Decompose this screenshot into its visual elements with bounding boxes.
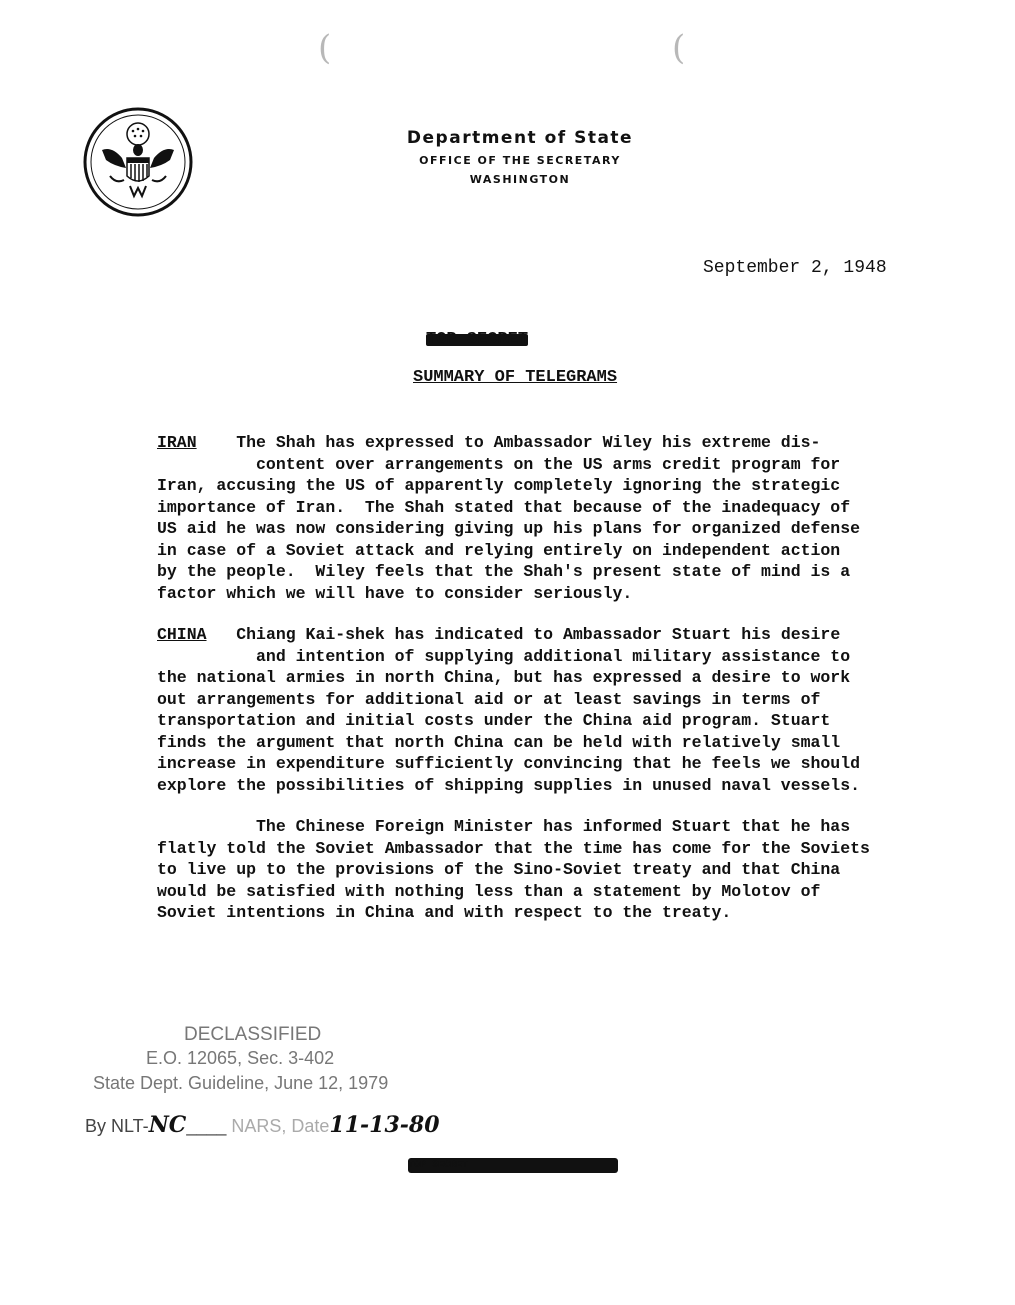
great-seal-icon xyxy=(82,106,194,218)
classification-bottom-marking: TOP SECRET xyxy=(408,1158,618,1173)
declassified-eo-line: E.O. 12065, Sec. 3-402 xyxy=(146,1048,335,1068)
letterhead-city: WASHINGTON xyxy=(469,173,571,186)
iran-text: The Shah has expressed to Ambassador Wiley his extreme dis- content over arrangements on the US arms credit program for Iran, accusing the US of apparently completely ignoring the strategic importance of Iran. The Shah stated that because of the inadequacy of US aid he was now considering giving up his plans for organized defense in case of a Soviet attack and relying entirely on independent action by the people. Wiley feels that the Shah's present state of mind is a factor which we will have to consider seriously. xyxy=(157,433,861,603)
nars-date-label: NARS, Date xyxy=(231,1116,330,1136)
left-paren-mark: ( xyxy=(318,28,332,68)
right-paren-mark: ( xyxy=(672,28,686,68)
letterhead-office: OFFICE OF THE SECRETARY xyxy=(419,154,621,167)
by-prefix: By NLT- xyxy=(85,1116,149,1136)
china-label: CHINA xyxy=(157,625,207,644)
letterhead-department: Department of State xyxy=(406,128,634,148)
declassified-by-line: By NLT-NC____ NARS, Date11-13-80 xyxy=(85,1112,440,1138)
classification-top-marking xyxy=(426,330,528,349)
iran-label: IRAN xyxy=(157,433,197,452)
document-date: September 2, 1948 xyxy=(703,258,887,278)
letterhead xyxy=(330,128,710,186)
declassified-title: DECLASSIFIED xyxy=(184,1024,322,1045)
china-second-paragraph: The Chinese Foreign Minister has informed Stuart that he has flatly told the Soviet Ambassador that the time has come for the Soviets to live up to the provisions of the Sino-Soviet treaty and that China would be satisfied with nothing less than a statement by Molotov of Soviet intentions in China and with respect to the treaty. xyxy=(157,817,870,922)
summary-title: SUMMARY OF TELEGRAMS xyxy=(413,368,618,387)
declassified-guideline-line: State Dept. Guideline, June 12, 1979 xyxy=(93,1073,389,1093)
by-initials: NC xyxy=(148,1112,187,1138)
declassified-date: 11-13-80 xyxy=(329,1112,440,1138)
classification-top-text: TOP SECRET xyxy=(426,330,529,349)
china-text: Chiang Kai-shek has indicated to Ambassador Stuart his desire and intention of supplying additional military assistance to the national armies in north China, but has expressed a desire to work out arrangements for additional aid or at least savings in terms of transportation and initial costs under the China aid program. Stuart finds the argument that north China can be held with relatively small increase in expenditure sufficiently convincing that he feels we should explore the possibilities of shipping supplies in unused naval vessels. xyxy=(157,625,861,795)
iran-section xyxy=(157,432,957,604)
china-section xyxy=(157,624,957,796)
